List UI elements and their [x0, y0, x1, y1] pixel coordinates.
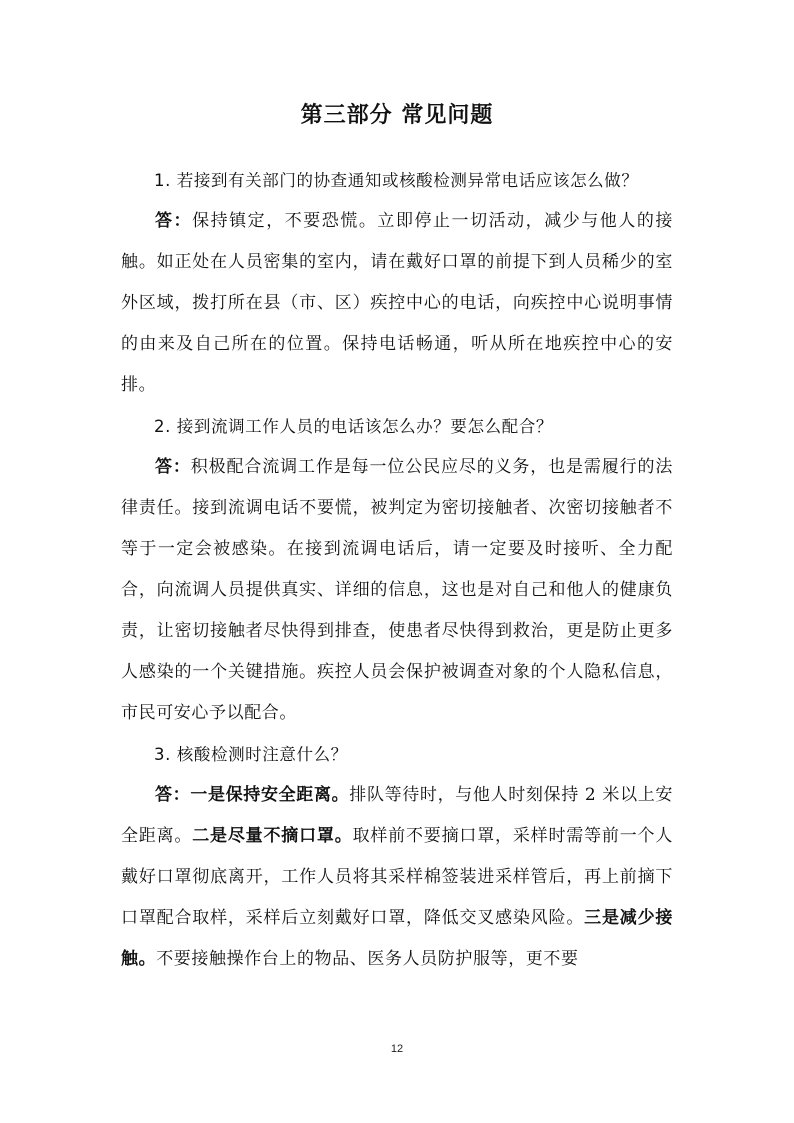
answer-3-point-3-heading: 三是减少接触。 — [121, 908, 673, 969]
answer-2 — [121, 447, 673, 734]
answer-3-point-2-heading: 二是尽量不摘口罩。 — [192, 826, 353, 846]
answer-3-point-1-heading: 一是保持安全距离。 — [190, 785, 350, 805]
answer-3 — [121, 775, 673, 980]
page-number: 12 — [390, 1043, 404, 1055]
answer-3-point-1-text: 排队等待时，与他人时刻保持 2 米以上安全距离。 — [121, 785, 673, 846]
question-2: 2. 接到流调工作人员的电话该怎么办？要怎么配合？ — [154, 417, 553, 436]
answer-2-text: 积极配合流调工作是每一位公民应尽的义务，也是需履行的法律责任。接到流调电话不要慌，被判定为密切接触者、次密切接触者不等于一定会被感染。在接到流调电话后，请一定要及时接听、全力配合，向流调人员提供真实、详细的信息，这也是对自己和他人的健康负责，让密切接触者尽快得到排查，使患者尽快得到救治，更是防止更多人感染的一个关键措施。疾控人员会保护被调查对象的个人隐私信息，市民可安心予以配合。 — [121, 457, 673, 723]
answer-3-point-3-text: 不要接触操作台上的物品、医务人员防护服等，更不要 — [156, 949, 579, 969]
answer-2-label: 答： — [155, 457, 191, 477]
question-1: 1. 若接到有关部门的协查通知或核酸检测异常电话应该怎么做？ — [154, 171, 639, 190]
page-title: 第三部分 常见问题 — [300, 103, 494, 128]
answer-3-label: 答： — [155, 785, 191, 805]
answer-1-text: 保持镇定，不要恐慌。立即停止一切活动，减少与他人的接触。如正处在人员密集的室内，请在戴好口罩的前提下到人员稀少的室外区域，拨打所在县（市、区）疾控中心的电话，向疾控中心说明事情的由来及自己所在的位置。保持电话畅通，听从所在地疾控中心的安排。 — [121, 211, 673, 395]
document-body — [121, 160, 673, 980]
answer-1 — [121, 201, 673, 406]
question-3: 3. 核酸检测时注意什么？ — [154, 745, 348, 764]
answer-1-label: 答： — [155, 211, 193, 231]
answer-3-point-2-text: 取样前不要摘口罩，采样时需等前一个人戴好口罩彻底离开，工作人员将其采样棉签装进采样管后，再上前摘下口罩配合取样，采样后立刻戴好口罩，降低交叉感染风险。 — [121, 826, 673, 928]
